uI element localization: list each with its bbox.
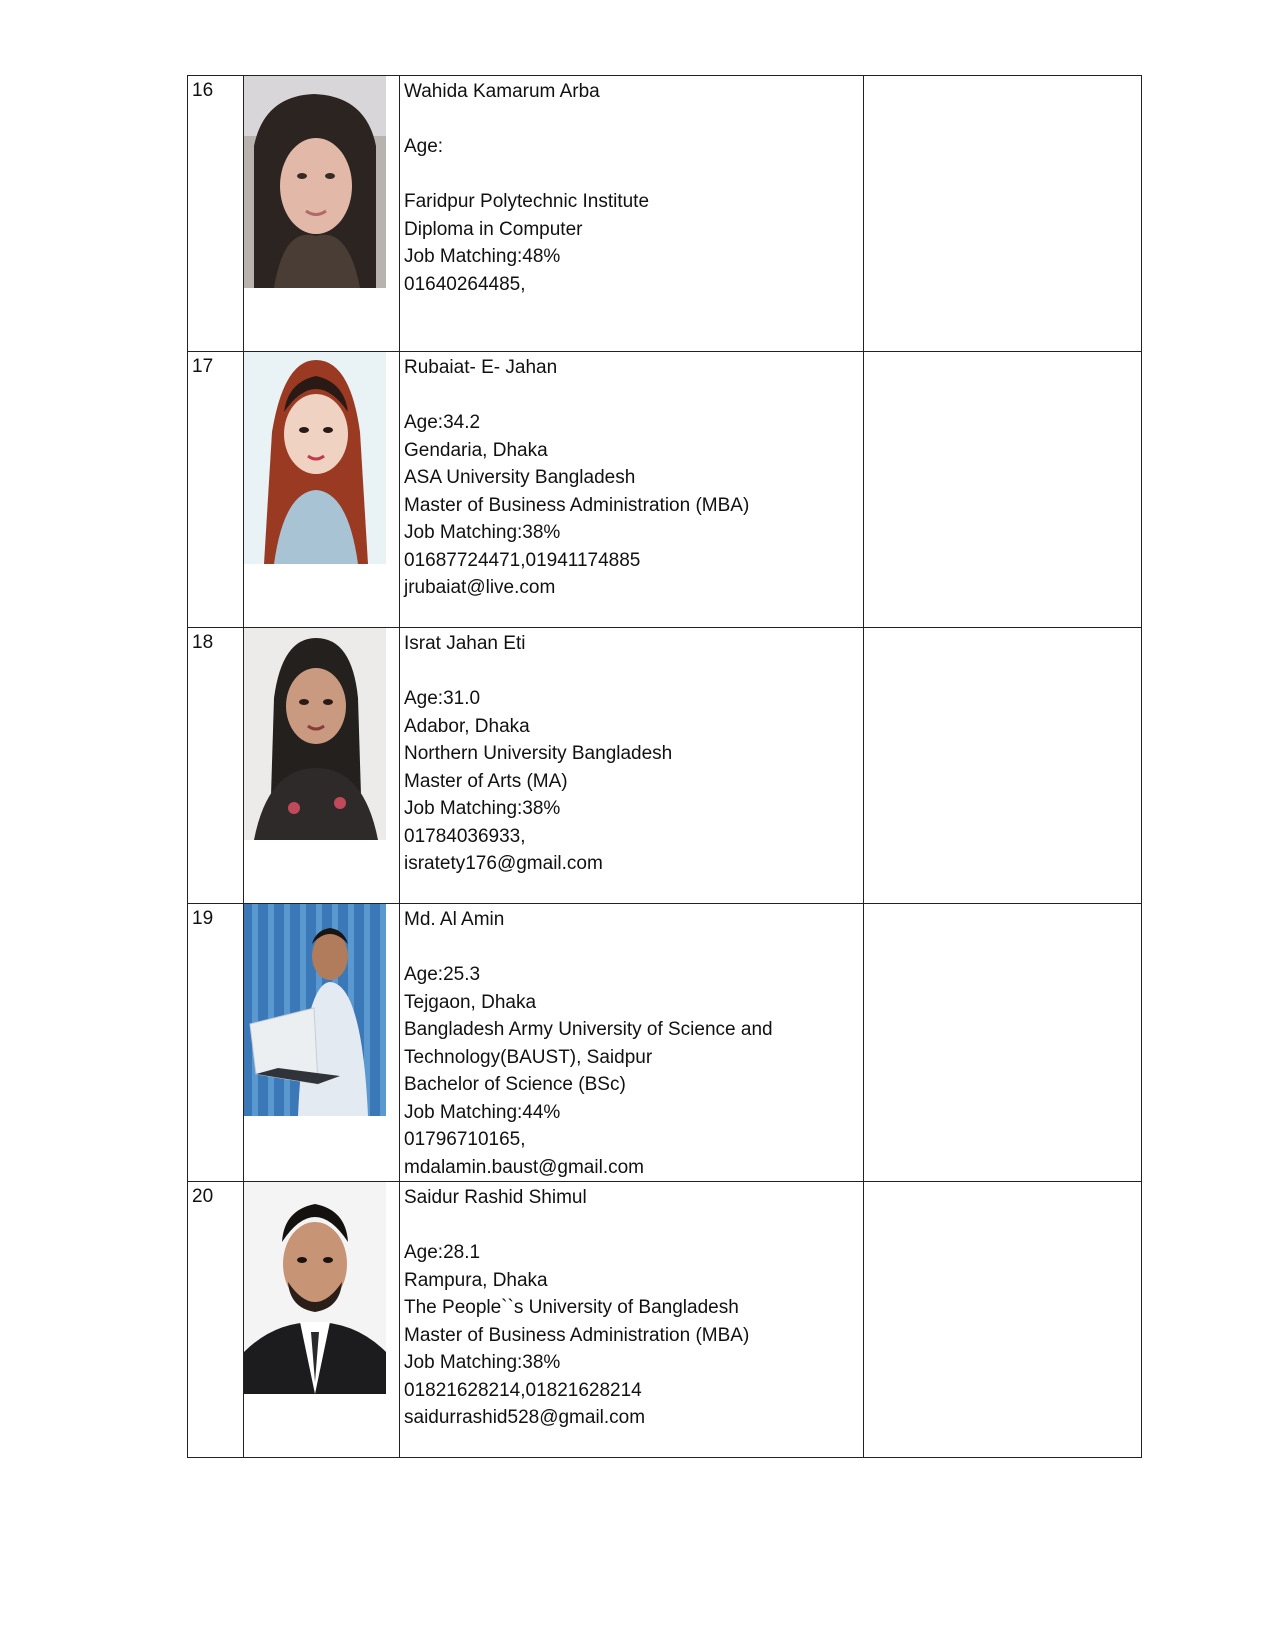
candidate-phone: 01784036933, [404,825,526,847]
blank-cell [864,76,1142,352]
serial-number: 20 [192,1186,214,1207]
blank-cell [864,628,1142,904]
candidate-email: isratety176@gmail.com [404,853,603,874]
serial-number: 16 [192,80,214,101]
candidate-name: Wahida Kamarum Arba [404,81,600,102]
info-cell [400,352,864,628]
info-cell [400,628,864,904]
candidate-age: Age:28.1 [404,1242,481,1263]
serial-number: 18 [192,632,214,653]
info-cell [400,1182,864,1458]
candidate-name: Rubaiat- E- Jahan [404,357,558,378]
candidate-name: Md. Al Amin [404,909,505,930]
blank-line [404,658,863,686]
candidate-institute: Bangladesh Army University of Science and [404,1019,773,1040]
candidate-email: mdalamin.baust@gmail.com [404,1156,644,1178]
blank-line [404,1212,863,1240]
candidate-age: Age:34.2 [404,412,481,433]
candidate-photo [244,1182,386,1394]
table-row [188,76,1142,352]
blank-line [404,106,863,134]
candidate-photo [244,628,386,840]
candidate-institute: Faridpur Polytechnic Institute [404,191,650,212]
serial-cell [188,76,244,352]
table-row [188,1182,1142,1458]
serial-cell [188,352,244,628]
candidate-institute: The People``s University of Bangladesh [404,1297,739,1318]
candidate-degree: Bachelor of Science (BSc) [404,1074,626,1095]
candidate-location: Tejgaon, Dhaka [404,991,537,1013]
info-cell [400,76,864,352]
serial-cell [188,904,244,1182]
table-row [188,904,1142,1182]
candidate-institute: ASA University Bangladesh [404,467,636,488]
table-row [188,628,1142,904]
blank-cell [864,352,1142,628]
blank-cell [864,1182,1142,1458]
candidate-phone: 01687724471,01941174885 [404,549,641,571]
photo-cell [244,76,400,352]
candidate-job-match: Job Matching:44% [404,1101,561,1123]
serial-cell [188,628,244,904]
candidate-degree: Master of Arts (MA) [404,770,568,792]
candidate-photo [244,76,386,288]
candidate-age: Age:25.3 [404,964,481,985]
candidate-location: Adabor, Dhaka [404,715,530,737]
candidate-degree: Master of Business Administration (MBA) [404,494,750,516]
candidate-phone: 01796710165, [404,1129,526,1150]
table-row [188,352,1142,628]
candidate-degree: Master of Business Administration (MBA) [404,1324,750,1346]
candidate-job-match: Job Matching:48% [404,246,561,267]
candidate-age: Age:31.0 [404,688,481,709]
photo-cell [244,628,400,904]
candidate-location: Rampura, Dhaka [404,1269,548,1291]
candidate-name: Israt Jahan Eti [404,633,526,654]
candidate-photo [244,352,386,564]
candidate-age: Age: [404,136,444,157]
photo-cell [244,1182,400,1458]
photo-cell [244,904,400,1182]
candidate-phone: 01640264485, [404,273,526,295]
blank-line [404,382,863,410]
blank-cell [864,904,1142,1182]
candidate-job-match: Job Matching:38% [404,522,561,543]
blank-line [404,934,863,962]
candidate-name: Saidur Rashid Shimul [404,1187,587,1208]
candidate-institute: Northern University Bangladesh [404,743,673,764]
serial-cell [188,1182,244,1458]
photo-cell [244,352,400,628]
candidate-email: saidurrashid528@gmail.com [404,1407,646,1428]
candidate-email: jrubaiat@live.com [404,577,556,598]
serial-number: 19 [192,908,214,929]
serial-number: 17 [192,356,214,377]
info-cell [400,904,864,1182]
candidate-phone: 01821628214,01821628214 [404,1379,642,1401]
candidate-institute-continued: Technology(BAUST), Saidpur [404,1046,653,1068]
candidate-location: Gendaria, Dhaka [404,439,548,461]
candidate-table [187,75,1142,1458]
candidate-photo [244,904,386,1116]
candidate-job-match: Job Matching:38% [404,798,561,819]
candidate-job-match: Job Matching:38% [404,1352,561,1373]
candidate-degree: Diploma in Computer [404,218,583,240]
candidate-location [404,161,863,189]
